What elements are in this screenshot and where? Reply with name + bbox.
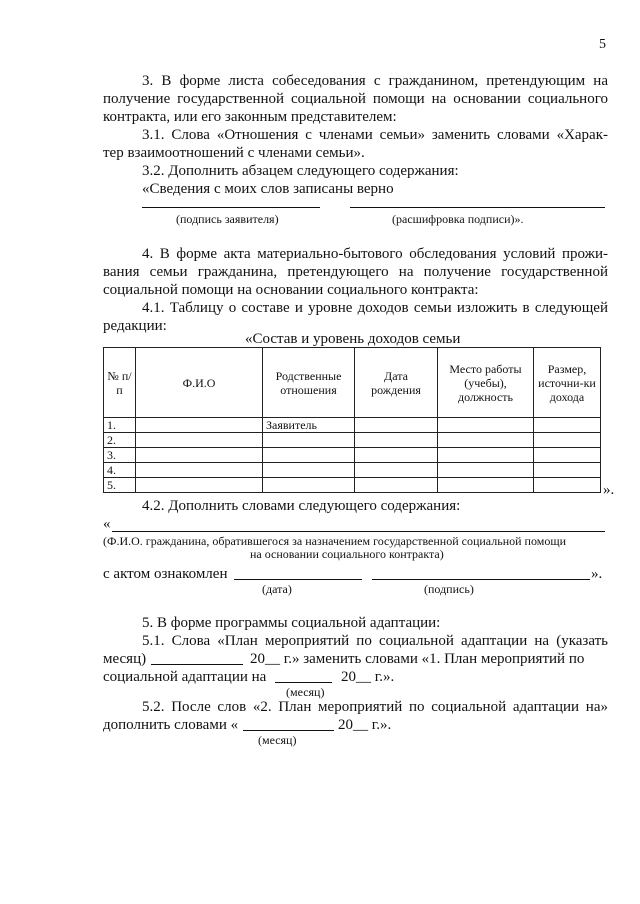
cell-fio	[136, 463, 263, 478]
section4-open-quote: «	[103, 516, 111, 532]
cell-number: 3.	[104, 448, 136, 463]
section3-quote: «Сведения с моих слов записаны верно	[142, 181, 394, 197]
table-row	[104, 433, 601, 448]
cell-workplace	[438, 463, 534, 478]
table-row	[104, 448, 601, 463]
section3-item1-line2: тер взаимоотношений с членами семьи».	[103, 145, 365, 161]
caption-month-2: (месяц)	[258, 733, 297, 747]
section3-item1-line1: 3.1. Слова «Отношения с членами семьи» заменить словами «Харак-	[142, 127, 608, 143]
cell-relationship	[263, 478, 355, 493]
caption-fio-line1: (Ф.И.О. гражданина, обратившегося за назначением государственной социальной помощи	[103, 534, 566, 548]
section5-item1-line2a: месяц)	[103, 651, 147, 667]
caption-month-1: (месяц)	[286, 685, 325, 699]
cell-fio	[136, 418, 263, 433]
section4-item1-line1: 4.1. Таблицу о составе и уровне доходов семьи изложить в следующей	[142, 300, 608, 316]
section5-item2-line2a: дополнить словами «	[103, 717, 239, 733]
section3-item2: 3.2. Дополнить абзацем следующего содержания:	[142, 163, 459, 179]
section4-item2: 4.2. Дополнить словами следующего содержания:	[142, 498, 461, 514]
section5-item1-line2b: 20__ г.» заменить словами «1. План мероприятий по	[250, 651, 585, 667]
cell-income	[534, 463, 601, 478]
cell-birth-date	[355, 478, 438, 493]
family-income-table	[103, 347, 601, 493]
cell-income	[534, 448, 601, 463]
cell-relationship	[263, 463, 355, 478]
section4-intro-line1: 4. В форме акта материально-бытового обследования условий прожи-	[142, 246, 608, 262]
cell-fio	[136, 478, 263, 493]
table-row	[104, 478, 601, 493]
cell-workplace	[438, 478, 534, 493]
cell-relationship	[263, 448, 355, 463]
cell-birth-date	[355, 418, 438, 433]
table-row	[104, 418, 601, 433]
section5-item2-line2b: 20__ г.».	[338, 717, 392, 733]
cell-income	[534, 478, 601, 493]
cell-relationship: Заявитель	[263, 418, 355, 433]
cell-relationship	[263, 433, 355, 448]
cell-birth-date	[355, 463, 438, 478]
cell-birth-date	[355, 433, 438, 448]
signature-decoding-line	[350, 207, 605, 208]
cell-income	[534, 418, 601, 433]
header-number: № п/п	[104, 348, 136, 418]
cell-fio	[136, 448, 263, 463]
cell-number: 1.	[104, 418, 136, 433]
caption-fio-line2: на основании социального контракта)	[250, 547, 444, 561]
section5-intro: 5. В форме программы социальной адаптации:	[142, 615, 441, 631]
acquainted-label: с актом ознакомлен	[103, 566, 228, 582]
acquainted-closing-quote: ».	[591, 566, 603, 582]
month-line-1	[151, 664, 243, 665]
section4-intro-line3: социальной помощи на основании социального контракта:	[103, 282, 479, 298]
caption-signature: (подпись)	[424, 582, 474, 596]
table-row	[104, 463, 601, 478]
table-header-row	[104, 348, 601, 418]
section5-item2-line1: 5.2. После слов «2. План мероприятий по социальной адаптации на»	[142, 699, 608, 715]
caption-applicant-signature: (подпись заявителя)	[176, 212, 279, 226]
cell-number: 2.	[104, 433, 136, 448]
cell-birth-date	[355, 448, 438, 463]
date-line	[234, 579, 362, 580]
section5-item1-line1: 5.1. Слова «План мероприятий по социальной адаптации на (указать	[142, 633, 608, 649]
caption-date: (дата)	[262, 582, 292, 596]
month-line-3	[243, 730, 334, 731]
cell-number: 5.	[104, 478, 136, 493]
table-closing-quote: ».	[603, 482, 615, 498]
section5-item1-line3a: социальной адаптации на	[103, 669, 267, 685]
section3-intro-line3: контракта, или его законным представителем:	[103, 109, 397, 125]
cell-workplace	[438, 433, 534, 448]
section4-item1-line2: редакции:	[103, 318, 167, 334]
acquainted-signature-line	[372, 579, 590, 580]
section3-intro-line2: получение государственной социальной помощи на основании социального	[103, 91, 608, 107]
section4-intro-line2: вания семьи гражданина, претендующего на получение государственной	[103, 264, 608, 280]
header-birth-date: Дата рождения	[355, 348, 438, 418]
cell-workplace	[438, 418, 534, 433]
cell-workplace	[438, 448, 534, 463]
fio-line	[112, 531, 605, 532]
section5-item1-line3b: 20__ г.».	[341, 669, 395, 685]
signature-line	[142, 207, 320, 208]
table-title: «Состав и уровень доходов семьи	[245, 331, 461, 347]
header-relationship: Родственные отношения	[263, 348, 355, 418]
cell-number: 4.	[104, 463, 136, 478]
section3-intro-line1: 3. В форме листа собеседования с гражданином, претендующим на	[142, 73, 608, 89]
cell-fio	[136, 433, 263, 448]
header-income: Размер, источни-ки дохода	[534, 348, 601, 418]
header-workplace: Место работы (учебы), должность	[438, 348, 534, 418]
month-line-2	[275, 682, 332, 683]
cell-income	[534, 433, 601, 448]
header-fio: Ф.И.О	[136, 348, 263, 418]
page-number: 5	[599, 37, 606, 52]
caption-signature-decoding: (расшифровка подписи)».	[392, 212, 524, 226]
